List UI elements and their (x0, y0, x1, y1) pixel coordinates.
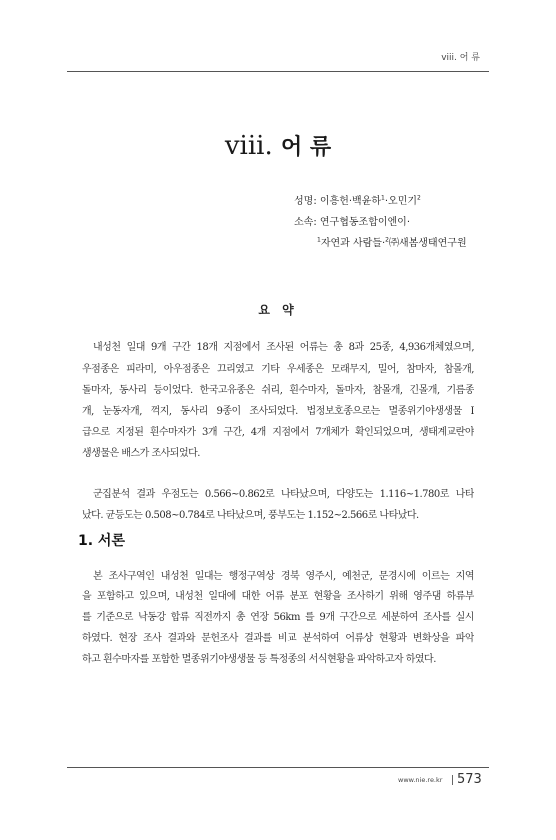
author-label: 성명: (294, 196, 317, 207)
abstract-line: 우점종은 피라미, 아우점종은 끄리였고 기타 우세종은 모래무지, 밀어, 참마자, 참몰개, (82, 364, 474, 375)
author-affiliation (294, 213, 410, 228)
abstract-line: 내성천 일대 9개 구간 18개 지점에서 조사된 어류는 총 8과 25종, 4,936개체였으며, (93, 342, 474, 353)
running-header-label: viii. 어 류 (441, 53, 480, 63)
abstract-line: 났다. 균등도는 0.508~0.784로 나타났으며, 풍부도는 1.152~2.566로 나타났다. (82, 510, 419, 521)
abstract-heading: 요 약 (258, 303, 298, 317)
abstract-line: 돌마자, 동사리 등이었다. 한국고유종은 쉬리, 흰수마자, 돌마자, 참몰개, 긴몰개, 기름종 (82, 385, 474, 396)
affiliation-text-3: ㈜새봄생태연구원 (388, 238, 467, 249)
page-number: 573 (457, 772, 482, 787)
abstract-line: 군집분석 결과 우점도는 0.566~0.862로 나타났으며, 다양도는 1.116~1.780로 나타 (93, 489, 474, 500)
header-rule (67, 71, 489, 72)
footer-rule (67, 767, 489, 768)
affiliation-mark-3: 1 (317, 236, 321, 244)
intro-line: 를 기준으로 낙동강 합류 직전까지 총 연장 56km 를 9개 구간으로 세분하여 조사를 실시 (82, 612, 474, 623)
footer-url: www.nie.re.kr (398, 776, 443, 784)
affiliation-text-2: 자연과 사람들· (320, 238, 386, 249)
abstract-line: 생생물은 배스가 조사되었다. (82, 448, 200, 459)
intro-line: 을 포함하고 있으며, 내성천 일대에 대한 어류 분포 현황을 조사하기 위해 영주댐 하류부 (82, 591, 474, 602)
chapter-title-text: 어 류 (281, 135, 332, 160)
author-affiliation-2 (317, 234, 467, 249)
intro-line: 하였다. 현장 조사 결과와 문헌조사 결과를 비교 분석하여 어류상 현황과 변화상을 파악 (82, 633, 474, 644)
author-names (294, 192, 421, 207)
footer-separator (452, 775, 453, 785)
affiliation-mark-2: 2 (417, 194, 421, 202)
abstract-line: 급으로 지정된 흰수마자가 3개 구간, 4개 지점에서 7개체가 확인되었으며, 생태계교란야 (82, 427, 474, 438)
intro-line: 본 조사구역인 내성천 일대는 행정구역상 경북 영주시, 예천군, 문경시에 이르는 지역 (93, 571, 474, 582)
intro-heading: 1. 서론 (78, 533, 125, 549)
affiliation-label: 소속: (294, 217, 317, 228)
affiliation-mark: 1 (381, 194, 385, 202)
affiliation-text: 연구협동조합이엔이· (319, 217, 411, 228)
chapter-number: viii. (224, 131, 273, 161)
chapter-title (0, 130, 556, 161)
author-names-text-2: ·오민기 (384, 196, 418, 207)
affiliation-mark-4: 2 (385, 236, 389, 244)
intro-line: 하고 흰수마자를 포함한 멸종위기야생생물 등 특정종의 서식현황을 파악하고자 하였다. (82, 654, 436, 665)
author-names-text: 이흥헌·백윤하 (319, 196, 382, 207)
abstract-line: 개, 눈동자개, 꺽지, 동사리 9종이 조사되었다. 법정보호종으로는 멸종위기야생생물 Ⅰ (82, 406, 474, 417)
